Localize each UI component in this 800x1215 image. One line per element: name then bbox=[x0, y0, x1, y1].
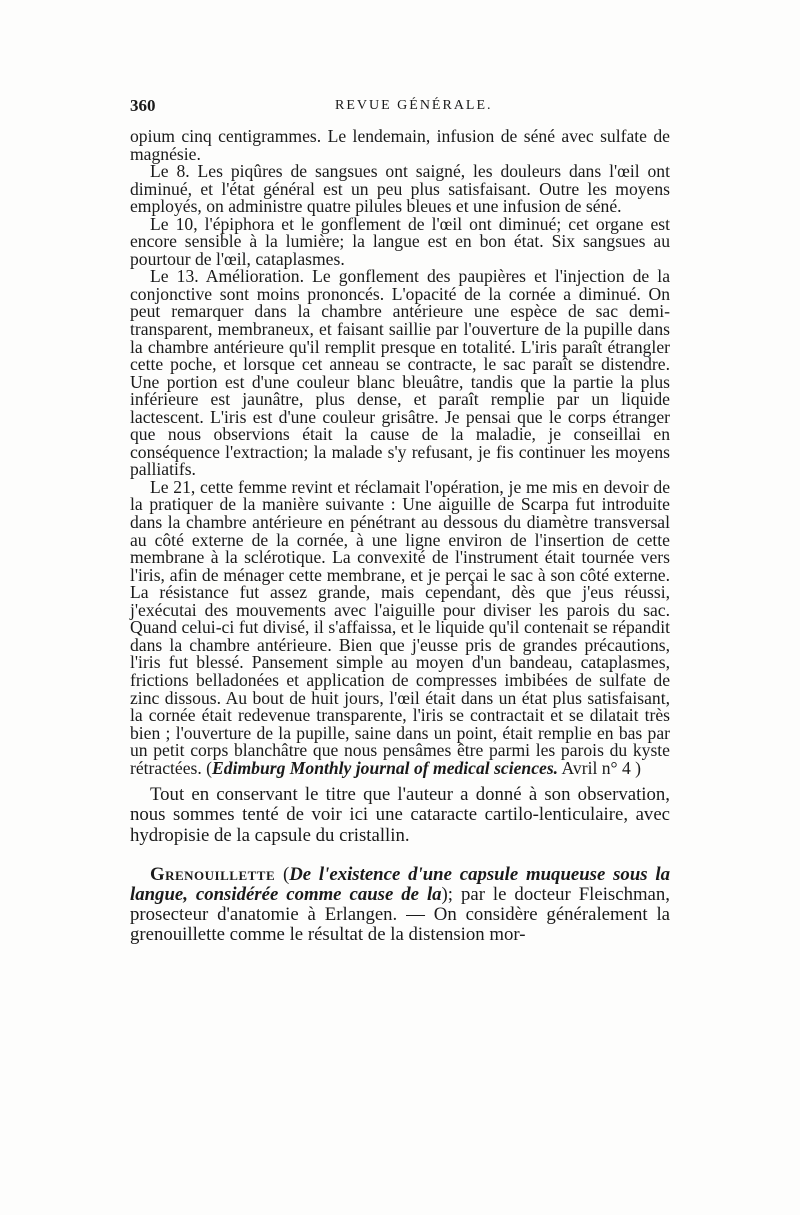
citation-issue: Avril n° 4 ) bbox=[558, 757, 642, 778]
journal-citation: Edimburg Monthly journal of medical sciences. bbox=[212, 757, 559, 778]
paragraph-day-21 bbox=[130, 476, 670, 778]
paragraph-continuation: opium cinq centigrammes. Le lendemain, infusion de séné avec sulfate de magnésie. bbox=[130, 126, 670, 164]
paragraph-day-10: Le 10, l'épiphora et le gonflement de l'œil ont diminué; cet organe est encore sensible à la lumière; la langue est en bon état. Six sangsues au pourtour de l'œil, cataplasmes. bbox=[130, 213, 670, 269]
page-number: 360 bbox=[130, 96, 156, 115]
paragraph-day-21-text: Le 21, cette femme revint et réclamait l'opération, je me mis en devoir de la pratiquer de la manière suivante : Une aiguille de Scarpa fut introduite dans la chambre antérieure en pénétrant au dessous du diamètre transversal au côté externe de la cornée, à une ligne environ de l'insertion de cette membrane à la sclérotique. La convexité de l'instrument était tournée vers l'iris, afin de ménager cette membrane, et je perçai le sac à son côté externe. La résistance fut assez grande, mais cependant, dès que j'eus réussi, j'exécutai des mouvements avec l'aiguille pour diviser les parois du sac. Quand celui-ci fut divisé, il s'affaissa, et le liquide qu'il contenait se répandit dans la chambre antérieure. Bien que j'eusse pris de grandes précautions, l'iris fut blessé. Pansement simple au moyen d'un bandeau, cataplasmes, frictions belladonées et application de compresses imbibées de sulfate de zinc dissous. Au bout de huit jours, l'œil était dans un état plus satisfaisant, la cornée était redevenue transparente, l'iris se contractait et se dilatait très bien ; l'ouverture de la pupille, saine dans un point, était remplie en bas par un petit corps blanchâtre que nous pensâmes être parmi les parois du kyste rétractées. ( bbox=[130, 476, 670, 778]
section-paren-open: ( bbox=[275, 863, 290, 885]
section-heading: Grenouillette bbox=[150, 863, 276, 885]
body-text bbox=[130, 128, 670, 946]
section-grenouillette bbox=[130, 865, 670, 946]
running-head: REVUE GÉNÉRALE. bbox=[335, 98, 493, 113]
section-article-title: De l'existence d'une capsule muqueuse sous la langue, considérée comme cause de la bbox=[130, 863, 670, 906]
paragraph-day-8: Le 8. Les piqûres de sangsues ont saigné, les douleurs dans l'œil ont diminué, et l'état général est un peu plus satisfaisant. Outre les moyens employés, on administre quatre pilules bleues et une infusion de séné. bbox=[130, 161, 670, 217]
page-header bbox=[130, 96, 670, 126]
paragraph-day-13: Le 13. Amélioration. Le gonflement des paupières et l'injection de la conjonctive sont moins prononcés. L'opacité de la cornée a diminué. On peut remarquer dans la chambre antérieure une espèce de sac demi-transparent, membraneux, et faisant saillie par l'ouverture de la pupille dans la chambre antérieure qu'il remplit presque en totalité. L'iris paraît étrangler cette poche, et lorsque cet anneau se contracte, le sac paraît se distendre. Une portion est d'une couleur blanc bleuâtre, tandis que la partie la plus inférieure est jaunâtre, plus dense, et paraît remplie par un liquide lactescent. L'iris est d'une couleur grisâtre. Je pensai que le corps étranger que nous observions était la cause de la maladie, je conseillai en conséquence l'extraction; la malade s'y refusant, je fis continuer les moyens palliatifs. bbox=[130, 266, 670, 480]
section-text: ); par le docteur Fleischman, prosecteur d'anatomie à Erlangen. — On considère généralement la grenouillette comme le résultat de la distension mor- bbox=[130, 884, 670, 946]
editor-comment: Tout en conservant le titre que l'auteur a donné à son observation, nous sommes tenté de voir ici une cataracte cartilo-lenticulaire, avec hydropisie de la capsule du cristallin. bbox=[130, 784, 670, 846]
